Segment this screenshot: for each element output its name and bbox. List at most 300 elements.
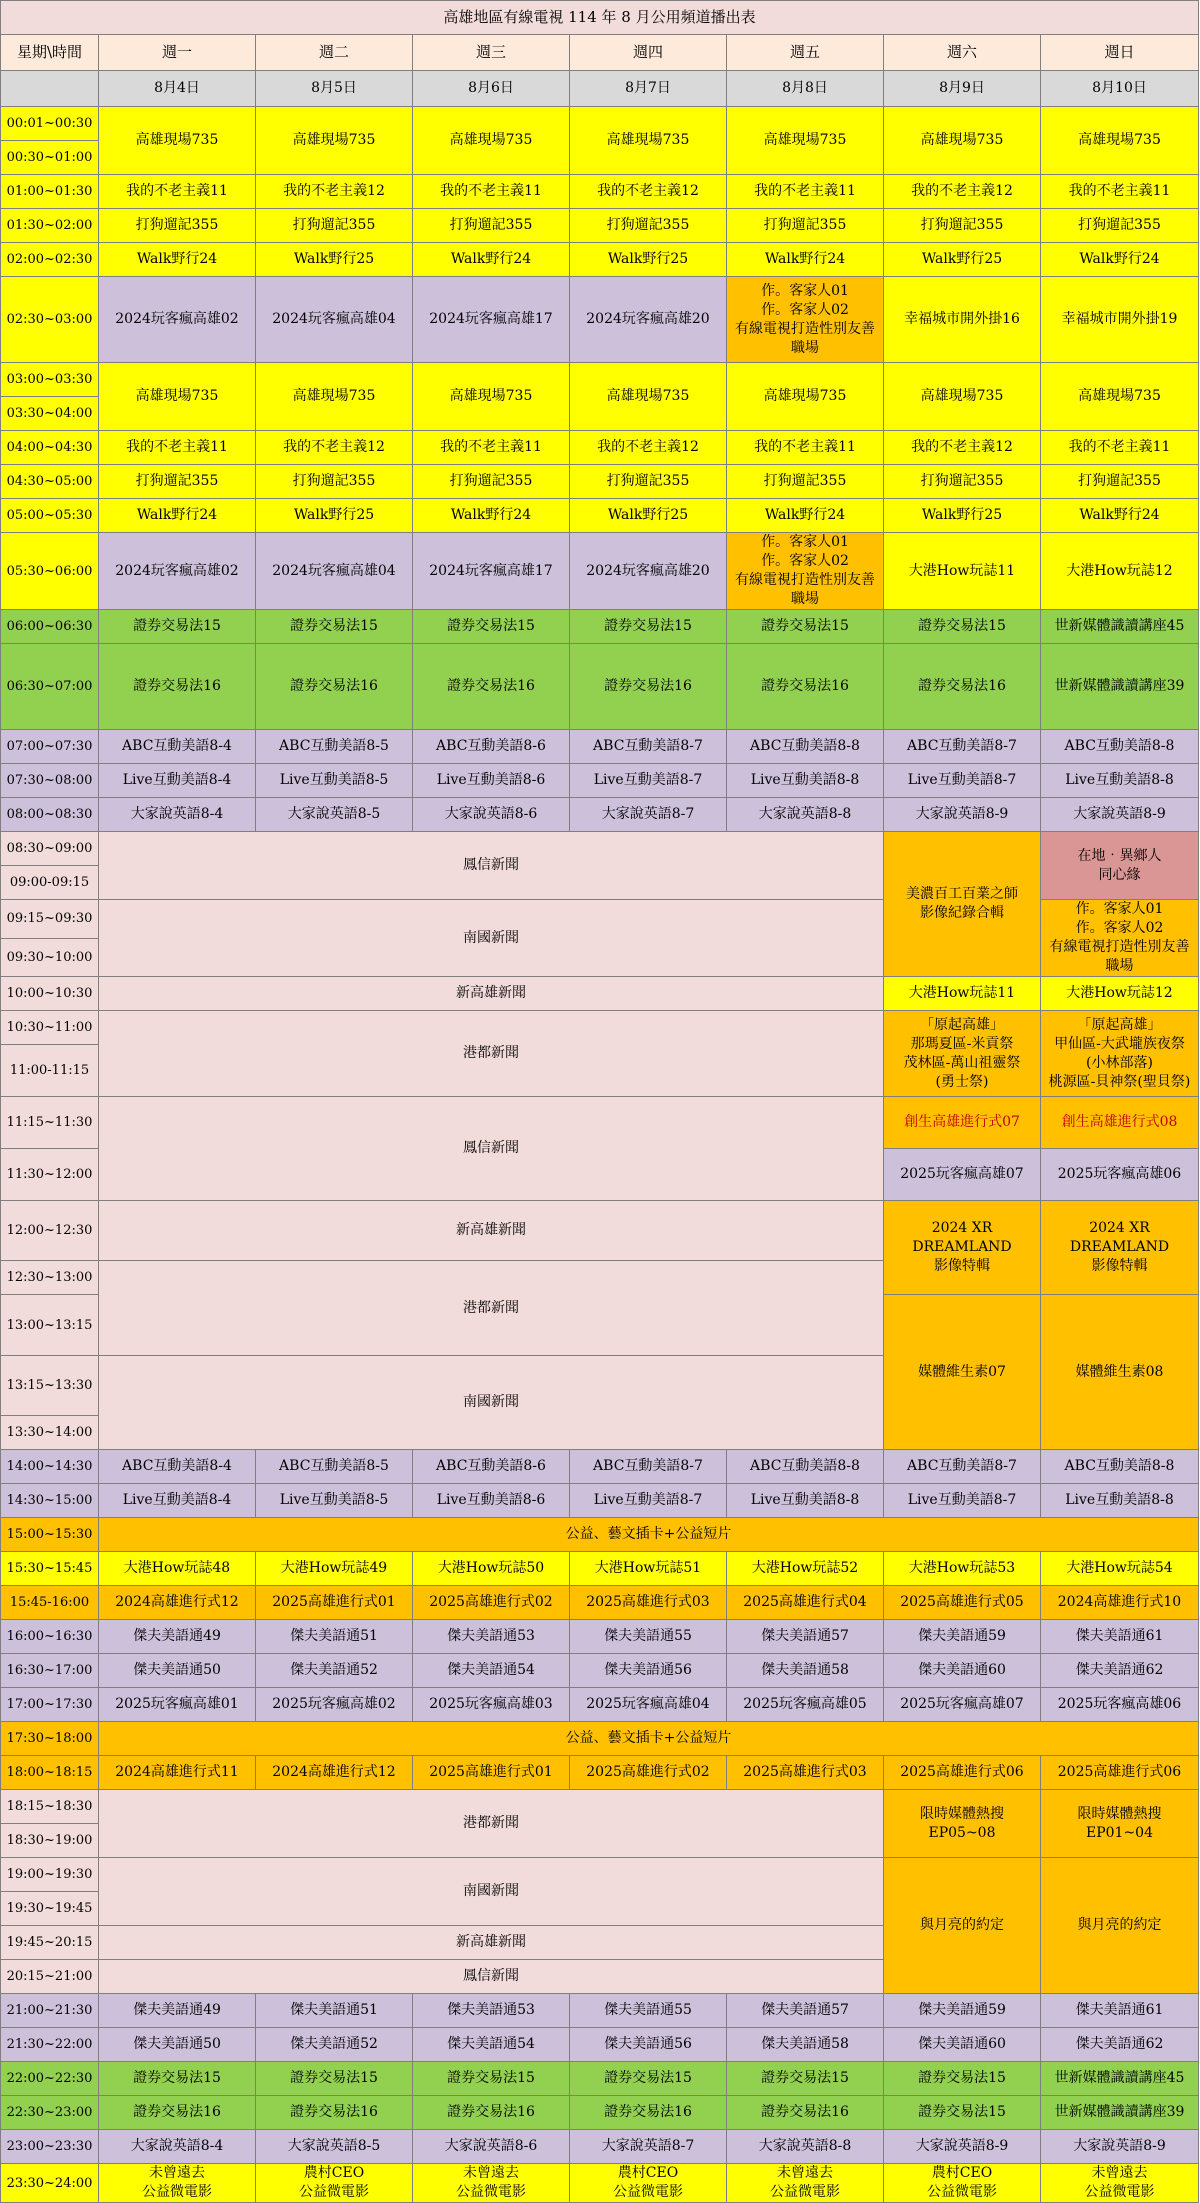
time-slot: 11:00-11:15 — [1, 1045, 99, 1097]
date-header: 8月7日 — [570, 71, 727, 107]
day-header: 週三 — [413, 35, 570, 71]
corner-header: 星期\時間 — [1, 35, 99, 71]
program-cell: 2024高雄進行式10 — [1041, 1586, 1199, 1620]
program-cell: 我的不老主義11 — [99, 175, 256, 209]
time-slot: 04:00~04:30 — [1, 431, 99, 465]
program-cell: 2025高雄進行式05 — [884, 1586, 1041, 1620]
program-cell: 大家說英語8-6 — [413, 2130, 570, 2164]
schedule-row — [1, 277, 1199, 363]
program-cell: Live互動美語8-8 — [727, 764, 884, 798]
program-cell: 2025高雄進行式06 — [884, 1756, 1041, 1790]
news-cell: 港都新聞 — [99, 1261, 884, 1356]
program-cell: 「原起高雄」 那瑪夏區-米貢祭 茂林區-萬山祖靈祭 (勇士祭) — [884, 1011, 1041, 1097]
schedule-row — [1, 1756, 1199, 1790]
program-cell: 大家說英語8-9 — [884, 798, 1041, 832]
schedule-row — [1, 1994, 1199, 2028]
time-slot: 10:00~10:30 — [1, 977, 99, 1011]
time-slot: 21:00~21:30 — [1, 1994, 99, 2028]
time-slot: 08:30~09:00 — [1, 832, 99, 866]
program-cell: Walk野行25 — [884, 499, 1041, 533]
program-cell: 高雄現場735 — [99, 363, 256, 431]
program-cell: 打狗遛記355 — [99, 465, 256, 499]
schedule-row — [1, 431, 1199, 465]
program-cell: 證券交易法16 — [884, 644, 1041, 730]
program-cell: 2024玩客瘋高雄20 — [570, 533, 727, 610]
program-cell: 證券交易法16 — [570, 644, 727, 730]
program-cell: 未曾遠去 公益微電影 — [727, 2164, 884, 2203]
schedule-row — [1, 499, 1199, 533]
program-cell: 大家說英語8-9 — [1041, 798, 1199, 832]
time-slot: 07:00~07:30 — [1, 730, 99, 764]
date-header: 8月8日 — [727, 71, 884, 107]
program-cell: Walk野行25 — [884, 243, 1041, 277]
program-cell: 傑夫美語通54 — [413, 2028, 570, 2062]
time-slot: 15:45-16:00 — [1, 1586, 99, 1620]
time-slot: 05:30~06:00 — [1, 533, 99, 610]
program-cell: 2025玩客瘋高雄02 — [256, 1688, 413, 1722]
program-cell: ABC互動美語8-6 — [413, 1450, 570, 1484]
program-cell: 傑夫美語通52 — [256, 2028, 413, 2062]
program-cell: 未曾遠去 公益微電影 — [413, 2164, 570, 2203]
program-cell: 高雄現場735 — [99, 107, 256, 175]
program-cell: 未曾遠去 公益微電影 — [1041, 2164, 1199, 2203]
schedule-row — [1, 798, 1199, 832]
program-cell: 證券交易法16 — [99, 644, 256, 730]
schedule-row — [1, 175, 1199, 209]
program-cell: 傑夫美語通61 — [1041, 1620, 1199, 1654]
schedule-row — [1, 1552, 1199, 1586]
program-cell: Walk野行25 — [570, 243, 727, 277]
time-slot: 18:15~18:30 — [1, 1790, 99, 1824]
program-cell: Walk野行25 — [256, 499, 413, 533]
program-cell: Live互動美語8-7 — [570, 1484, 727, 1518]
schedule-row — [1, 1484, 1199, 1518]
day-header: 週日 — [1041, 35, 1199, 71]
program-cell: 2025高雄進行式01 — [413, 1756, 570, 1790]
schedule-row — [1, 209, 1199, 243]
day-header: 週五 — [727, 35, 884, 71]
program-cell: ABC互動美語8-7 — [570, 1450, 727, 1484]
program-cell: 高雄現場735 — [1041, 363, 1199, 431]
program-cell: 2025高雄進行式02 — [413, 1586, 570, 1620]
program-cell: 「原起高雄」 甲仙區-大武壠族夜祭 (小林部落) 桃源區-貝神祭(聖貝祭) — [1041, 1011, 1199, 1097]
program-cell: 我的不老主義11 — [727, 175, 884, 209]
time-slot: 19:45~20:15 — [1, 1926, 99, 1960]
program-cell: 打狗遛記355 — [256, 465, 413, 499]
time-slot: 18:00~18:15 — [1, 1756, 99, 1790]
program-cell: 大港How玩誌12 — [1041, 533, 1199, 610]
program-cell: 公益、藝文插卡+公益短片 — [99, 1518, 1199, 1552]
schedule-row — [1, 1518, 1199, 1552]
program-cell: 傑夫美語通51 — [256, 1620, 413, 1654]
program-cell: 農村CEO 公益微電影 — [256, 2164, 413, 2203]
news-cell: 南國新聞 — [99, 900, 884, 977]
program-cell: 證券交易法15 — [570, 2062, 727, 2096]
program-cell: 大港How玩誌48 — [99, 1552, 256, 1586]
program-cell: 高雄現場735 — [727, 107, 884, 175]
news-cell: 新高雄新聞 — [99, 977, 884, 1011]
time-slot: 02:00~02:30 — [1, 243, 99, 277]
schedule-row — [1, 1586, 1199, 1620]
program-cell: 我的不老主義11 — [413, 175, 570, 209]
program-cell: 傑夫美語通51 — [256, 1994, 413, 2028]
program-cell: 傑夫美語通49 — [99, 1620, 256, 1654]
program-cell: 傑夫美語通53 — [413, 1620, 570, 1654]
program-cell: 2025玩客瘋高雄06 — [1041, 1688, 1199, 1722]
time-slot: 17:30~18:00 — [1, 1722, 99, 1756]
program-cell: 高雄現場735 — [727, 363, 884, 431]
program-cell: 傑夫美語通53 — [413, 1994, 570, 2028]
program-cell: 打狗遛記355 — [884, 209, 1041, 243]
program-cell: 大家說英語8-9 — [884, 2130, 1041, 2164]
program-cell: 打狗遛記355 — [413, 209, 570, 243]
program-cell: 公益、藝文插卡+公益短片 — [99, 1722, 1199, 1756]
program-cell: 證券交易法16 — [256, 2096, 413, 2130]
schedule-row — [1, 730, 1199, 764]
program-cell: ABC互動美語8-7 — [884, 1450, 1041, 1484]
news-cell: 新高雄新聞 — [99, 1201, 884, 1261]
time-slot: 23:00~23:30 — [1, 2130, 99, 2164]
time-slot: 00:01~00:30 — [1, 107, 99, 141]
program-cell: 2025高雄進行式06 — [1041, 1756, 1199, 1790]
program-cell: 傑夫美語通56 — [570, 2028, 727, 2062]
schedule-row — [1, 363, 1199, 397]
program-cell: 大家說英語8-6 — [413, 798, 570, 832]
program-cell: Walk野行24 — [727, 243, 884, 277]
time-slot: 01:30~02:00 — [1, 209, 99, 243]
program-cell: 傑夫美語通50 — [99, 1654, 256, 1688]
program-cell: 2024高雄進行式12 — [99, 1586, 256, 1620]
program-cell: 傑夫美語通55 — [570, 1620, 727, 1654]
schedule-row — [1, 1097, 1199, 1149]
program-cell: 創生高雄進行式07 — [884, 1097, 1041, 1149]
program-cell: 農村CEO 公益微電影 — [570, 2164, 727, 2203]
time-slot: 21:30~22:00 — [1, 2028, 99, 2062]
page-title: 高雄地區有線電視 114 年 8 月公用頻道播出表 — [1, 1, 1199, 35]
program-cell: 2024高雄進行式11 — [99, 1756, 256, 1790]
program-cell: 大家說英語8-4 — [99, 798, 256, 832]
schedule-row — [1, 2028, 1199, 2062]
program-cell: 幸福城市開外掛16 — [884, 277, 1041, 363]
program-cell: 大港How玩誌12 — [1041, 977, 1199, 1011]
program-cell: 大港How玩誌51 — [570, 1552, 727, 1586]
program-cell: ABC互動美語8-5 — [256, 730, 413, 764]
program-cell: 大港How玩誌49 — [256, 1552, 413, 1586]
news-cell: 南國新聞 — [99, 1356, 884, 1450]
program-cell: 2024玩客瘋高雄02 — [99, 533, 256, 610]
program-cell: 大家說英語8-7 — [570, 798, 727, 832]
program-cell: Walk野行25 — [256, 243, 413, 277]
program-cell: 限時媒體熱搜 EP05~08 — [884, 1790, 1041, 1858]
program-cell: 打狗遛記355 — [727, 465, 884, 499]
program-cell: 證券交易法15 — [570, 610, 727, 644]
program-cell: 我的不老主義12 — [256, 431, 413, 465]
time-slot: 16:00~16:30 — [1, 1620, 99, 1654]
schedule-row — [1, 1011, 1199, 1045]
program-cell: ABC互動美語8-8 — [1041, 1450, 1199, 1484]
news-cell: 港都新聞 — [99, 1011, 884, 1097]
program-cell: 世新媒體識讀講座39 — [1041, 2096, 1199, 2130]
program-cell: 2024高雄進行式12 — [256, 1756, 413, 1790]
program-cell: 高雄現場735 — [884, 363, 1041, 431]
time-slot: 19:00~19:30 — [1, 1858, 99, 1892]
program-cell: 世新媒體識讀講座45 — [1041, 610, 1199, 644]
schedule-row — [1, 2130, 1199, 2164]
program-cell: 高雄現場735 — [570, 363, 727, 431]
program-cell: 高雄現場735 — [256, 107, 413, 175]
program-cell: 證券交易法15 — [256, 610, 413, 644]
time-slot: 13:30~14:00 — [1, 1416, 99, 1450]
schedule-row — [1, 71, 1199, 107]
program-cell: ABC互動美語8-4 — [99, 1450, 256, 1484]
schedule-row — [1, 465, 1199, 499]
program-cell: 與月亮的約定 — [884, 1858, 1041, 1994]
schedule-row — [1, 2096, 1199, 2130]
time-slot: 23:30~24:00 — [1, 2164, 99, 2203]
news-cell: 鳳信新聞 — [99, 1097, 884, 1201]
program-cell: 證券交易法15 — [413, 610, 570, 644]
program-cell: 打狗遛記355 — [1041, 465, 1199, 499]
date-corner — [1, 71, 99, 107]
program-cell: 證券交易法15 — [727, 610, 884, 644]
schedule-row — [1, 1654, 1199, 1688]
time-slot: 06:30~07:00 — [1, 644, 99, 730]
program-cell: 大港How玩誌53 — [884, 1552, 1041, 1586]
time-slot: 03:00~03:30 — [1, 363, 99, 397]
program-cell: 大家說英語8-7 — [570, 2130, 727, 2164]
program-cell: 我的不老主義11 — [727, 431, 884, 465]
schedule-row — [1, 35, 1199, 71]
program-cell: 大港How玩誌52 — [727, 1552, 884, 1586]
program-cell: 證券交易法15 — [99, 610, 256, 644]
program-cell: 高雄現場735 — [256, 363, 413, 431]
program-cell: ABC互動美語8-6 — [413, 730, 570, 764]
program-cell: 大港How玩誌54 — [1041, 1552, 1199, 1586]
program-cell: 媒體維生素07 — [884, 1295, 1041, 1450]
program-cell: ABC互動美語8-8 — [727, 730, 884, 764]
date-header: 8月6日 — [413, 71, 570, 107]
program-cell: Walk野行25 — [570, 499, 727, 533]
time-slot: 03:30~04:00 — [1, 397, 99, 431]
time-slot: 14:30~15:00 — [1, 1484, 99, 1518]
time-slot: 01:00~01:30 — [1, 175, 99, 209]
day-header: 週六 — [884, 35, 1041, 71]
program-cell: 2024玩客瘋高雄02 — [99, 277, 256, 363]
program-cell: 2024玩客瘋高雄04 — [256, 277, 413, 363]
program-cell: 證券交易法16 — [727, 2096, 884, 2130]
program-cell: 作。客家人01 作。客家人02 有線電視打造性別友善職場 — [727, 277, 884, 363]
program-cell: 我的不老主義12 — [256, 175, 413, 209]
program-cell: Live互動美語8-6 — [413, 1484, 570, 1518]
program-cell: 2025玩客瘋高雄06 — [1041, 1149, 1199, 1201]
program-cell: 高雄現場735 — [1041, 107, 1199, 175]
program-cell: ABC互動美語8-4 — [99, 730, 256, 764]
date-header: 8月4日 — [99, 71, 256, 107]
schedule-row — [1, 1, 1199, 35]
program-cell: 證券交易法16 — [570, 2096, 727, 2130]
program-cell: Live互動美語8-8 — [1041, 764, 1199, 798]
program-cell: 我的不老主義11 — [99, 431, 256, 465]
program-cell: 我的不老主義12 — [570, 175, 727, 209]
program-cell: 傑夫美語通49 — [99, 1994, 256, 2028]
program-cell: 大港How玩誌11 — [884, 977, 1041, 1011]
time-slot: 22:30~23:00 — [1, 2096, 99, 2130]
program-cell: 我的不老主義12 — [884, 175, 1041, 209]
program-cell: 2024玩客瘋高雄17 — [413, 277, 570, 363]
news-cell: 新高雄新聞 — [99, 1926, 884, 1960]
schedule-row — [1, 832, 1199, 866]
program-cell: 大港How玩誌11 — [884, 533, 1041, 610]
program-cell: 傑夫美語通59 — [884, 1994, 1041, 2028]
schedule-row — [1, 1201, 1199, 1261]
program-cell: 證券交易法15 — [884, 2096, 1041, 2130]
schedule-row — [1, 1688, 1199, 1722]
program-cell: 2024玩客瘋高雄20 — [570, 277, 727, 363]
program-cell: 2025玩客瘋高雄07 — [884, 1688, 1041, 1722]
time-slot: 05:00~05:30 — [1, 499, 99, 533]
program-cell: 作。客家人01 作。客家人02 有線電視打造性別友善職場 — [727, 533, 884, 610]
program-cell: 2024玩客瘋高雄04 — [256, 533, 413, 610]
schedule-row — [1, 610, 1199, 644]
time-slot: 07:30~08:00 — [1, 764, 99, 798]
program-cell: 2024玩客瘋高雄17 — [413, 533, 570, 610]
program-cell: 證券交易法15 — [884, 2062, 1041, 2096]
program-cell: 大家說英語8-4 — [99, 2130, 256, 2164]
program-cell: 媒體維生素08 — [1041, 1295, 1199, 1450]
schedule-row — [1, 243, 1199, 277]
program-cell: Live互動美語8-6 — [413, 764, 570, 798]
schedule-row — [1, 1450, 1199, 1484]
program-cell: 傑夫美語通62 — [1041, 1654, 1199, 1688]
program-cell: 世新媒體識讀講座39 — [1041, 644, 1199, 730]
program-cell: 證券交易法15 — [884, 610, 1041, 644]
program-cell: 傑夫美語通50 — [99, 2028, 256, 2062]
program-cell: 打狗遛記355 — [1041, 209, 1199, 243]
program-cell: 打狗遛記355 — [99, 209, 256, 243]
schedule-row — [1, 1620, 1199, 1654]
program-cell: 打狗遛記355 — [884, 465, 1041, 499]
program-cell: 打狗遛記355 — [570, 209, 727, 243]
time-slot: 12:30~13:00 — [1, 1261, 99, 1295]
program-cell: 大家說英語8-5 — [256, 2130, 413, 2164]
program-cell: 傑夫美語通60 — [884, 2028, 1041, 2062]
program-cell: 高雄現場735 — [884, 107, 1041, 175]
program-cell: 傑夫美語通59 — [884, 1620, 1041, 1654]
schedule-row — [1, 2062, 1199, 2096]
schedule-row — [1, 1790, 1199, 1824]
program-cell: 證券交易法16 — [256, 644, 413, 730]
program-cell: Walk野行24 — [99, 499, 256, 533]
program-cell: 我的不老主義11 — [413, 431, 570, 465]
program-cell: 作。客家人01 作。客家人02 有線電視打造性別友善職場 — [1041, 900, 1199, 977]
program-cell: 我的不老主義12 — [884, 431, 1041, 465]
time-slot: 17:00~17:30 — [1, 1688, 99, 1722]
program-cell: 大港How玩誌50 — [413, 1552, 570, 1586]
program-cell: 2025高雄進行式04 — [727, 1586, 884, 1620]
program-cell: ABC互動美語8-8 — [727, 1450, 884, 1484]
program-cell: Walk野行24 — [99, 243, 256, 277]
time-slot: 15:00~15:30 — [1, 1518, 99, 1552]
program-cell: Walk野行24 — [727, 499, 884, 533]
program-cell: ABC互動美語8-7 — [570, 730, 727, 764]
day-header: 週二 — [256, 35, 413, 71]
time-slot: 18:30~19:00 — [1, 1824, 99, 1858]
program-cell: 打狗遛記355 — [256, 209, 413, 243]
schedule-row — [1, 533, 1199, 610]
program-cell: 未曾遠去 公益微電影 — [99, 2164, 256, 2203]
program-cell: Live互動美語8-8 — [727, 1484, 884, 1518]
program-cell: Live互動美語8-5 — [256, 1484, 413, 1518]
time-slot: 04:30~05:00 — [1, 465, 99, 499]
program-cell: 證券交易法15 — [413, 2062, 570, 2096]
program-cell: 2025高雄進行式03 — [727, 1756, 884, 1790]
time-slot: 11:15~11:30 — [1, 1097, 99, 1149]
program-cell: Live互動美語8-7 — [884, 764, 1041, 798]
time-slot: 12:00~12:30 — [1, 1201, 99, 1261]
program-cell: Live互動美語8-4 — [99, 1484, 256, 1518]
program-cell: ABC互動美語8-5 — [256, 1450, 413, 1484]
program-cell: 傑夫美語通58 — [727, 2028, 884, 2062]
program-cell: 傑夫美語通61 — [1041, 1994, 1199, 2028]
date-header: 8月9日 — [884, 71, 1041, 107]
program-cell: 傑夫美語通58 — [727, 1654, 884, 1688]
program-cell: 我的不老主義11 — [1041, 431, 1199, 465]
program-cell: Live互動美語8-7 — [570, 764, 727, 798]
program-cell: 限時媒體熱搜 EP01~04 — [1041, 1790, 1199, 1858]
program-cell: 在地‧異鄉人 同心緣 — [1041, 832, 1199, 900]
schedule-row — [1, 1722, 1199, 1756]
time-slot: 15:30~15:45 — [1, 1552, 99, 1586]
schedule-row — [1, 1858, 1199, 1892]
program-cell: 2025玩客瘋高雄01 — [99, 1688, 256, 1722]
program-cell: 打狗遛記355 — [570, 465, 727, 499]
news-cell: 南國新聞 — [99, 1858, 884, 1926]
day-header: 週一 — [99, 35, 256, 71]
program-cell: 證券交易法16 — [413, 2096, 570, 2130]
program-cell: 大家說英語8-9 — [1041, 2130, 1199, 2164]
program-cell: 高雄現場735 — [413, 107, 570, 175]
program-cell: 2025玩客瘋高雄07 — [884, 1149, 1041, 1201]
program-cell: Live互動美語8-5 — [256, 764, 413, 798]
program-cell: 2024 XR DREAMLAND 影像特輯 — [1041, 1201, 1199, 1295]
program-cell: 世新媒體識讀講座45 — [1041, 2062, 1199, 2096]
schedule-row — [1, 2164, 1199, 2203]
date-header: 8月5日 — [256, 71, 413, 107]
schedule-row — [1, 644, 1199, 730]
time-slot: 14:00~14:30 — [1, 1450, 99, 1484]
program-cell: Walk野行24 — [413, 243, 570, 277]
program-cell: 傑夫美語通52 — [256, 1654, 413, 1688]
time-slot: 00:30~01:00 — [1, 141, 99, 175]
program-cell: Walk野行24 — [1041, 243, 1199, 277]
program-cell: 打狗遛記355 — [727, 209, 884, 243]
time-slot: 13:00~13:15 — [1, 1295, 99, 1356]
time-slot: 09:00-09:15 — [1, 866, 99, 900]
time-slot: 09:15~09:30 — [1, 900, 99, 939]
program-cell: Live互動美語8-4 — [99, 764, 256, 798]
time-slot: 02:30~03:00 — [1, 277, 99, 363]
program-cell: 2025高雄進行式03 — [570, 1586, 727, 1620]
program-cell: 農村CEO 公益微電影 — [884, 2164, 1041, 2203]
time-slot: 19:30~19:45 — [1, 1892, 99, 1926]
time-slot: 16:30~17:00 — [1, 1654, 99, 1688]
program-cell: 2025玩客瘋高雄05 — [727, 1688, 884, 1722]
program-cell: 證券交易法15 — [727, 2062, 884, 2096]
program-cell: 證券交易法16 — [99, 2096, 256, 2130]
program-cell: 傑夫美語通62 — [1041, 2028, 1199, 2062]
program-cell: 我的不老主義11 — [1041, 175, 1199, 209]
program-cell: 大家說英語8-5 — [256, 798, 413, 832]
